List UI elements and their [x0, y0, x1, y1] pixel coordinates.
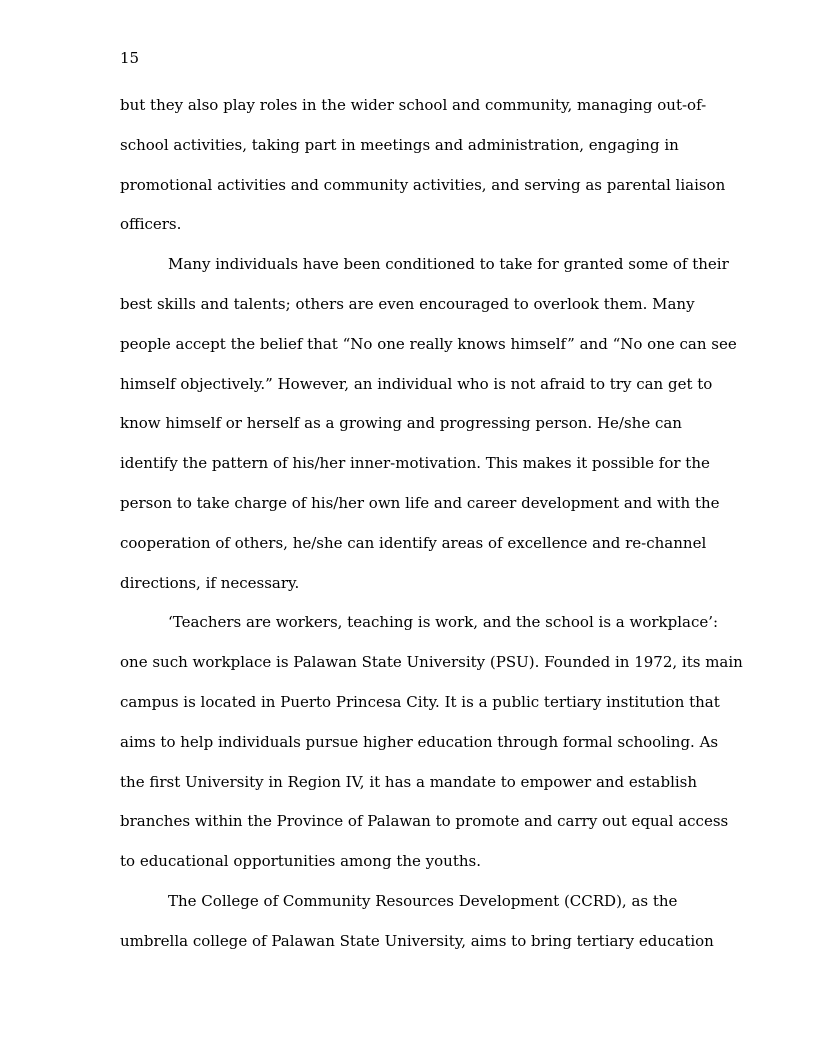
paragraph-first-line: The College of Community Resources Development (CCRD), as the — [168, 891, 678, 910]
text-line: know himself or herself as a growing and progressing person. He/she can — [120, 414, 682, 433]
paragraph-first-line: ‘Teachers are workers, teaching is work, and the school is a workplace’: — [168, 613, 719, 632]
text-line: aims to help individuals pursue higher education through formal schooling. As — [120, 732, 719, 751]
text-line: umbrella college of Palawan State University, aims to bring tertiary education — [120, 931, 714, 950]
page-number: 15 — [120, 49, 140, 67]
text-line: school activities, taking part in meetings and administration, engaging in — [120, 135, 679, 154]
text-line: but they also play roles in the wider school and community, managing out-of- — [120, 96, 707, 114]
body-text — [120, 95, 743, 971]
paragraph-first-line: Many individuals have been conditioned to take for granted some of their — [168, 255, 729, 274]
text-line: branches within the Province of Palawan to promote and carry out equal access — [120, 812, 729, 831]
text-line: himself objectively.” However, an individual who is not afraid to try can get to — [120, 374, 713, 393]
text-line: officers. — [120, 215, 182, 234]
text-line: one such workplace is Palawan State University (PSU). Founded in 1972, its main — [120, 653, 743, 672]
text-line: people accept the belief that “No one really knows himself” and “No one can see — [120, 334, 737, 353]
text-line: the first University in Region IV, it has a mandate to empower and establish — [120, 772, 698, 791]
text-line: campus is located in Puerto Princesa City. It is a public tertiary institution that — [120, 692, 720, 711]
text-line: directions, if necessary. — [120, 573, 300, 592]
text-line: person to take charge of his/her own life and career development and with the — [120, 493, 720, 512]
text-line: cooperation of others, he/she can identify areas of excellence and re-channel — [120, 533, 707, 552]
text-line: to educational opportunities among the youths. — [120, 852, 481, 871]
text-line: identify the pattern of his/her inner-motivation. This makes it possible for the — [120, 454, 710, 473]
text-line: best skills and talents; others are even encouraged to overlook them. Many — [120, 294, 695, 313]
text-line: promotional activities and community activities, and serving as parental liaison — [120, 175, 726, 194]
